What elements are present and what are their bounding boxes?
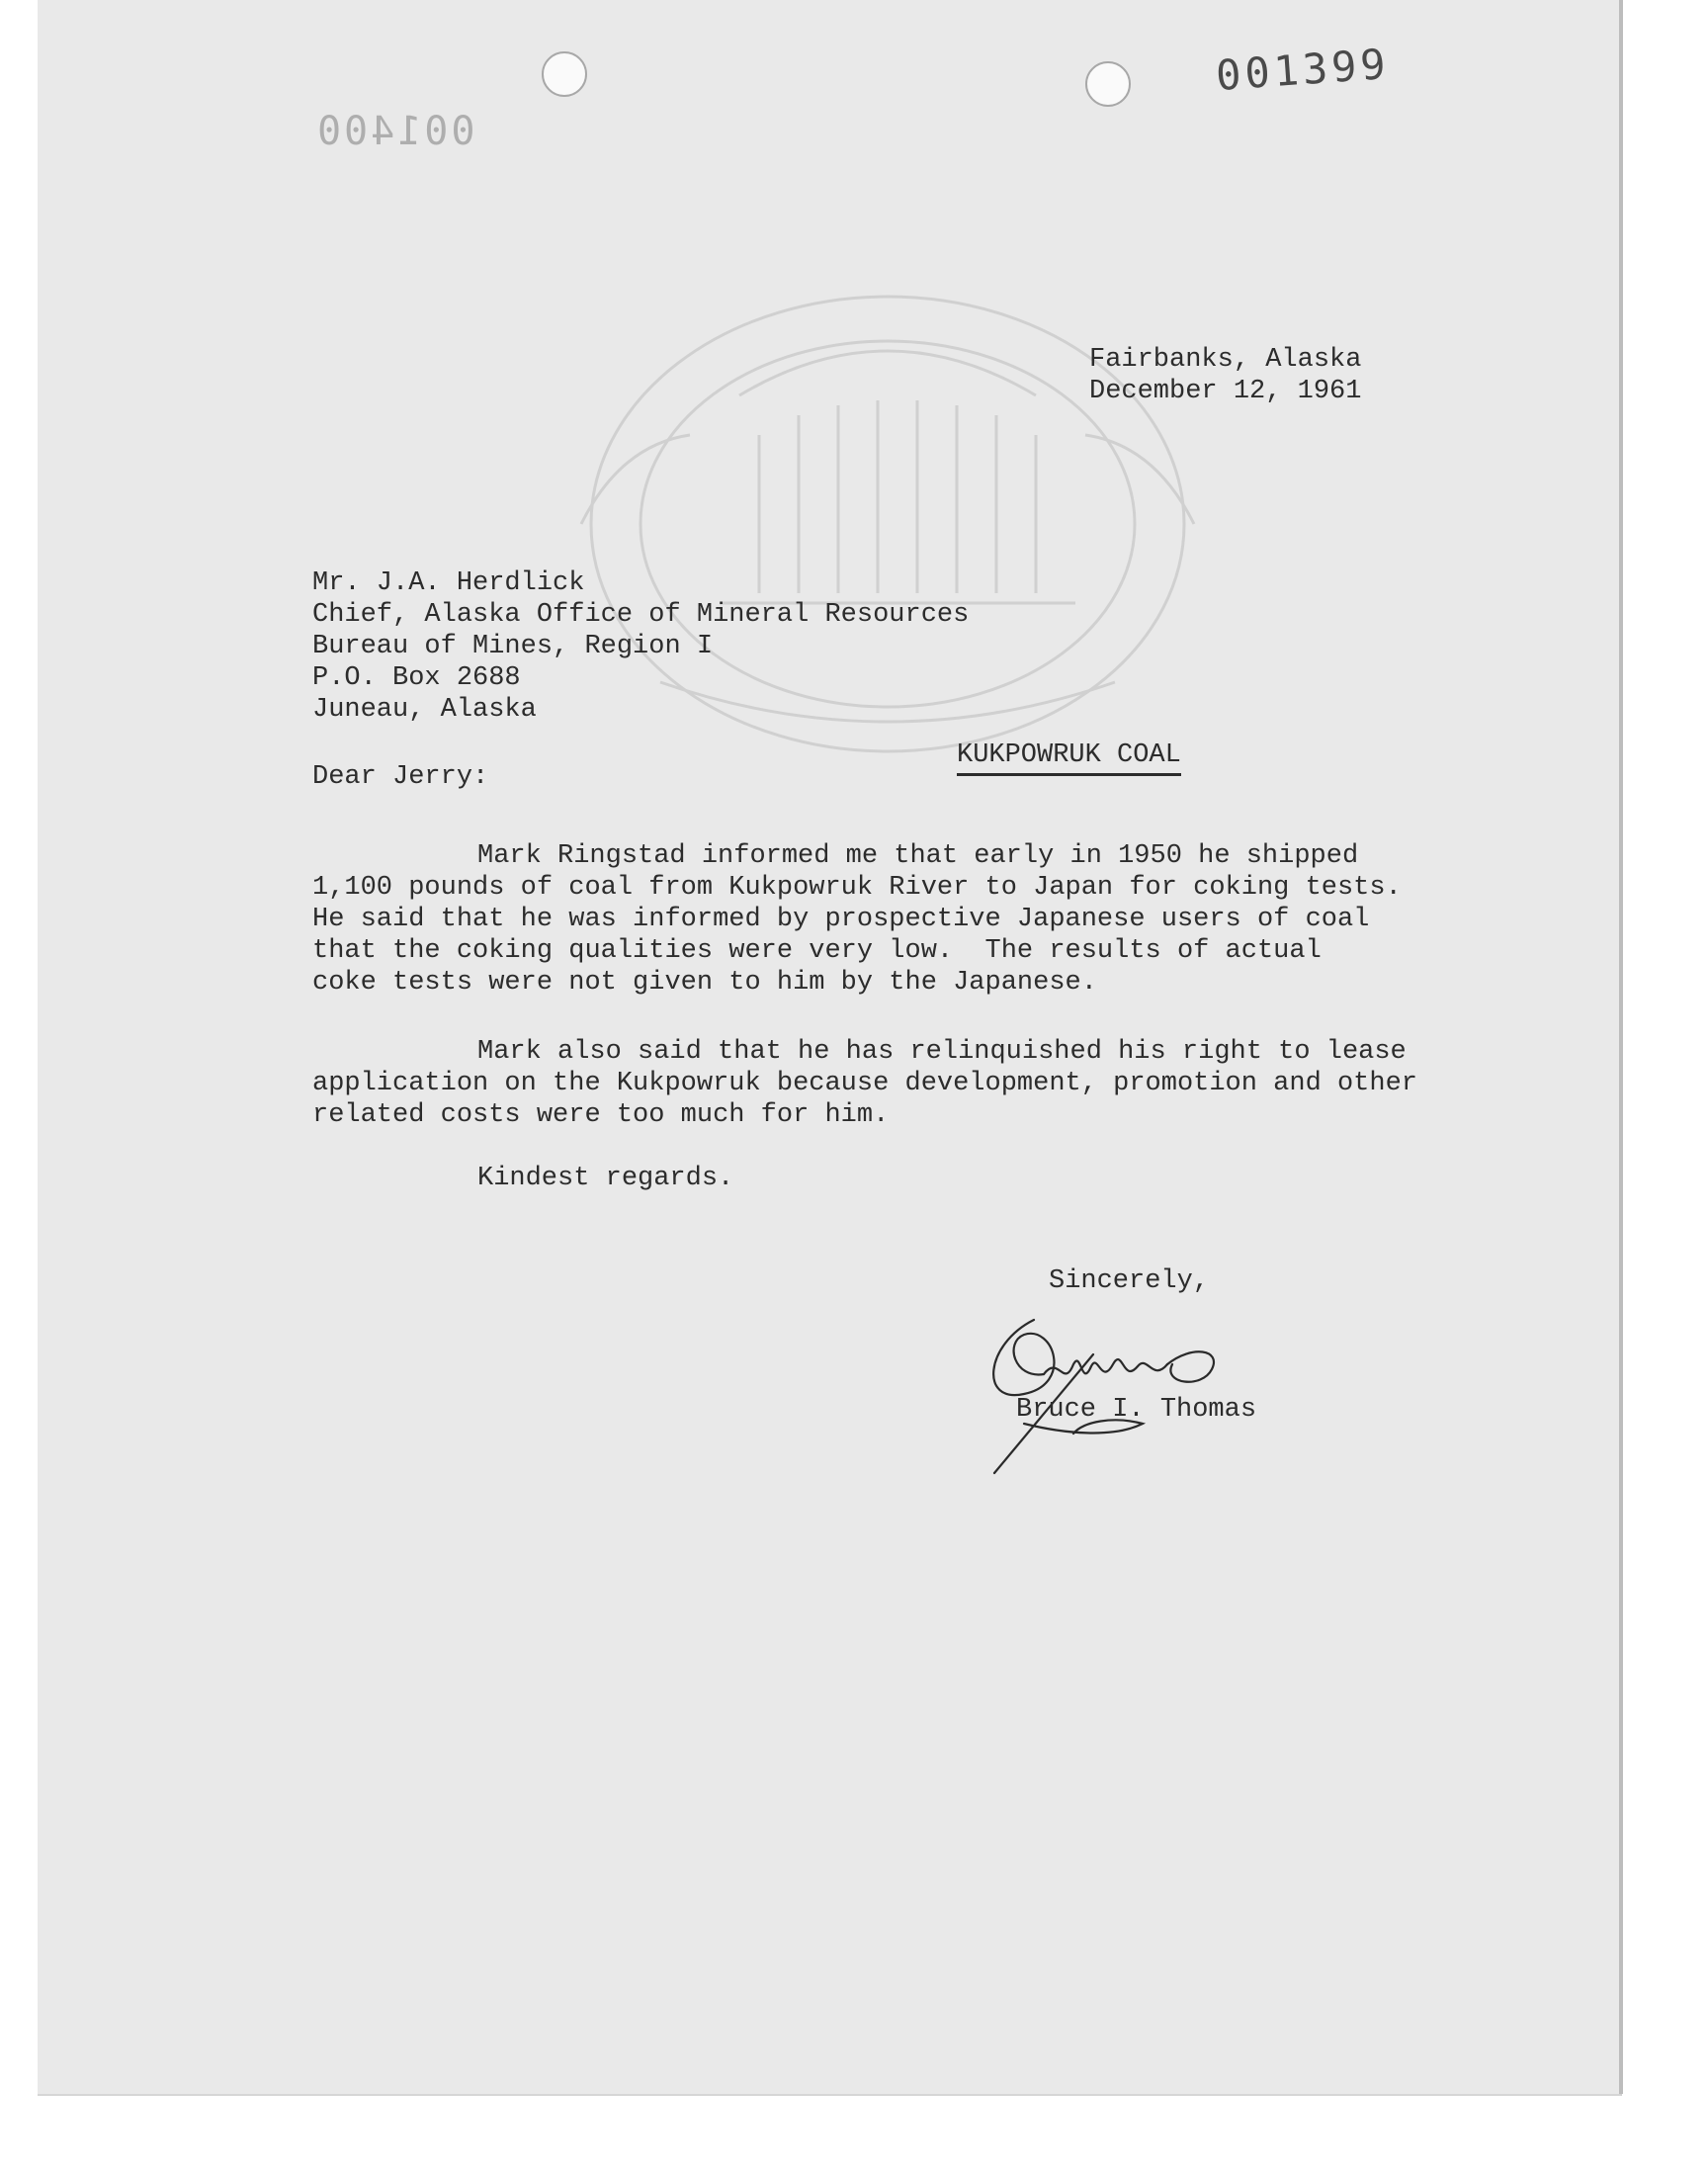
handwritten-signature	[965, 1295, 1291, 1483]
signer-name: Bruce I. Thomas	[1016, 1395, 1257, 1425]
letter-place: Fairbanks, Alaska	[1089, 345, 1362, 375]
letter-page	[38, 0, 1622, 2096]
paragraph-2-line: Mark also said that he has relinquished his right to lease	[477, 1037, 1407, 1067]
recipient-line: Chief, Alaska Office of Mineral Resources	[312, 600, 970, 630]
paragraph-1-line: Mark Ringstad informed me that early in 1950 he shipped	[477, 841, 1359, 871]
page-edge	[1619, 0, 1623, 2094]
recipient-line: Bureau of Mines, Region I	[312, 632, 714, 661]
punch-hole-left	[542, 51, 587, 97]
paragraph-2-line: application on the Kukpowruk because development, promotion and other	[312, 1069, 1417, 1098]
letter-date: December 12, 1961	[1089, 377, 1362, 406]
recipient-line: Juneau, Alaska	[312, 695, 537, 725]
paragraph-1-line: He said that he was informed by prospective Japanese users of coal	[312, 905, 1370, 934]
kindest-regards: Kindest regards.	[477, 1164, 734, 1193]
paragraph-1-line: 1,100 pounds of coal from Kukpowruk River to Japan for coking tests.	[312, 873, 1402, 903]
punch-hole-right	[1085, 61, 1131, 107]
recipient-line: P.O. Box 2688	[312, 663, 521, 693]
bleed-through-number: 001400	[314, 109, 475, 154]
file-number-stamp: 001399	[1214, 39, 1392, 101]
letter-subject: KUKPOWRUK COAL	[957, 740, 1181, 776]
paragraph-1-line: that the coking qualities were very low. The results of actual	[312, 936, 1322, 966]
recipient-line: Mr. J.A. Herdlick	[312, 568, 585, 598]
paragraph-2-line: related costs were too much for him.	[312, 1100, 890, 1130]
salutation: Dear Jerry:	[312, 762, 489, 792]
paragraph-1-line: coke tests were not given to him by the Japanese.	[312, 968, 1097, 998]
closing: Sincerely,	[1049, 1266, 1210, 1296]
